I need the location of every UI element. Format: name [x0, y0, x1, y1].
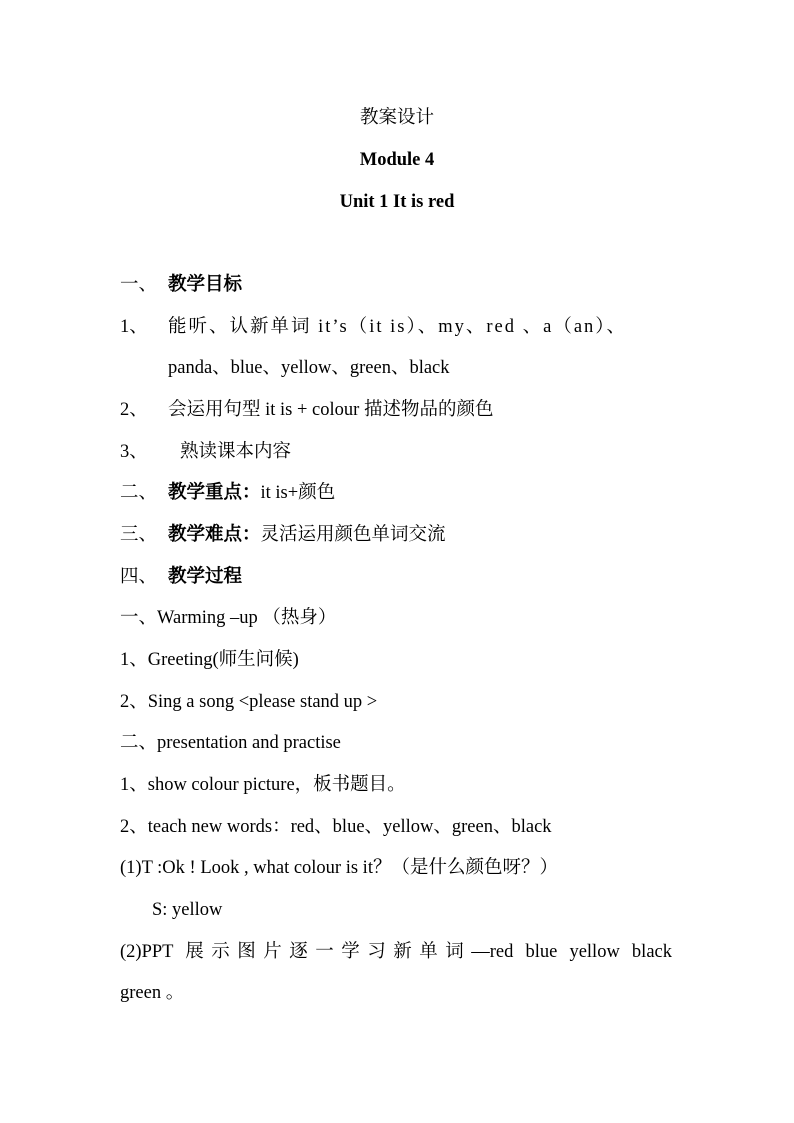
step-warming-up: 一、Warming –up （热身） [120, 608, 337, 628]
section-key-points [120, 481, 676, 505]
step-show-picture: 1、show colour picture，板书题目。 [120, 775, 406, 795]
section-teaching-objectives [120, 273, 676, 297]
step-ppt-line-1: (2)PPT 展示图片逐一学习新单词—red blue yellow black [120, 942, 672, 962]
module-heading: Module 4 [359, 150, 435, 170]
step-presentation: 二、presentation and practise [120, 733, 341, 753]
section-heading: 教学难点： [168, 525, 261, 545]
item-number: 2、 [120, 400, 148, 420]
section-number: 四、 [120, 567, 158, 587]
step-sing-song: 2、Sing a song <please stand up > [120, 692, 378, 712]
unit-heading: Unit 1 It is red [339, 192, 455, 212]
section-heading: 教学重点： [168, 483, 261, 503]
objective-1-line-2: panda、blue、yellow、green、black [168, 358, 450, 378]
section-number: 三、 [120, 525, 158, 545]
objective-3 [120, 440, 676, 464]
step-greeting: 1、Greeting(师生问候) [120, 650, 299, 670]
item-number: 1、 [120, 317, 148, 337]
dialogue-teacher: (1)T :Ok ! Look , what colour is it？（是什么颜色呀？） [120, 858, 558, 878]
section-difficulties [120, 523, 676, 547]
section-number: 二、 [120, 483, 158, 503]
objective-2 [120, 398, 676, 422]
objective-3-text: 熟读课本内容 [180, 442, 292, 462]
section-text: 灵活运用颜色单词交流 [260, 525, 446, 545]
objective-2-text: 会运用句型 it is + colour 描述物品的颜色 [168, 400, 494, 420]
section-heading: 教学目标 [168, 275, 243, 295]
section-text: it is+颜色 [260, 483, 336, 503]
step-ppt-line-2: green 。 [120, 983, 185, 1003]
dialogue-student: S: yellow [152, 900, 223, 920]
section-number: 一、 [120, 275, 158, 295]
section-teaching-process [120, 565, 676, 589]
doc-title: 教案设计 [359, 108, 434, 128]
step-teach-words: 2、teach new words：red、blue、yellow、green、black [120, 817, 552, 837]
item-number: 3、 [120, 442, 148, 462]
section-heading: 教学过程 [168, 567, 243, 587]
objective-1-line-1: 能听、认新单词 it’s（it is）、my、red 、a（an）、 [168, 317, 628, 337]
